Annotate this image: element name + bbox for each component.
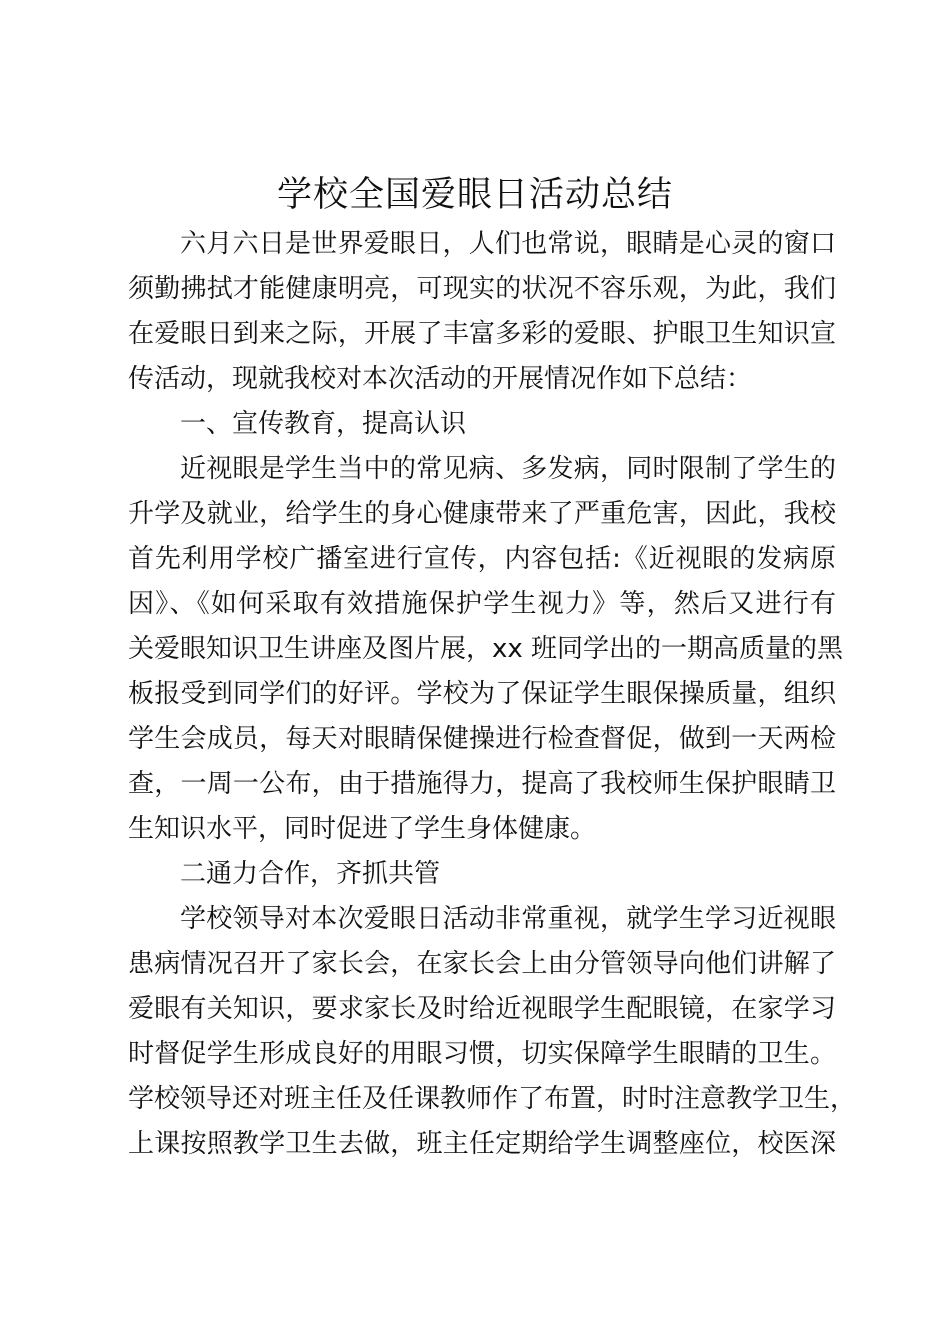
paragraph-line: 上课按照教学卫生去做，班主任定期给学生调整座位，校医深 (128, 1129, 836, 1159)
paragraph-line: 因》、《如何采取有效措施保护学生视力》等，然后又进行有 (128, 589, 836, 619)
paragraph-line: 传活动，现就我校对本次活动的开展情况作如下总结： (128, 364, 753, 394)
document-title: 学校全国爱眼日活动总结 (276, 175, 673, 215)
paragraph-line: 板报受到同学们的好评。学校为了保证学生眼保操质量，组织 (128, 679, 836, 709)
paragraph-line: 关爱眼知识卫生讲座及图片展，xx 班同学出的一期高质量的黑 (128, 634, 844, 664)
paragraph-line: 生知识水平，同时促进了学生身体健康。 (128, 814, 597, 844)
paragraph-line: 须勤拂拭才能健康明亮，可现实的状况不容乐观，为此，我们 (128, 274, 836, 304)
section-heading: 二通力合作，齐抓共管 (180, 859, 441, 889)
paragraph-line: 学校领导对本次爱眼日活动非常重视，就学生学习近视眼 (180, 904, 836, 934)
paragraph-line: 首先利用学校广播室进行宣传，内容包括:《近视眼的发病原 (128, 544, 836, 574)
paragraph-line: 学校领导还对班主任及任课教师作了布置，时时注意教学卫生， (128, 1084, 857, 1114)
paragraph-line: 爱眼有关知识，要求家长及时给近视眼学生配眼镜，在家学习 (128, 994, 836, 1024)
paragraph-line: 升学及就业，给学生的身心健康带来了严重危害，因此，我校 (128, 499, 836, 529)
paragraph-line: 六月六日是世界爱眼日，人们也常说，眼睛是心灵的窗口 (180, 229, 836, 259)
paragraph-line: 学生会成员，每天对眼睛保健操进行检查督促，做到一天两检 (128, 724, 836, 754)
paragraph-line: 时督促学生形成良好的用眼习惯，切实保障学生眼睛的卫生。 (128, 1039, 836, 1069)
paragraph-line: 患病情况召开了家长会，在家长会上由分管领导向他们讲解了 (128, 949, 836, 979)
paragraph-line: 查，一周一公布，由于措施得力，提高了我校师生保护眼睛卫 (128, 769, 836, 799)
section-heading: 一、宣传教育，提高认识 (180, 409, 467, 439)
document-body (128, 222, 857, 1167)
paragraph-line: 在爱眼日到来之际，开展了丰富多彩的爱眼、护眼卫生知识宣 (128, 319, 836, 349)
paragraph-line: 近视眼是学生当中的常见病、多发病，同时限制了学生的 (180, 454, 836, 484)
